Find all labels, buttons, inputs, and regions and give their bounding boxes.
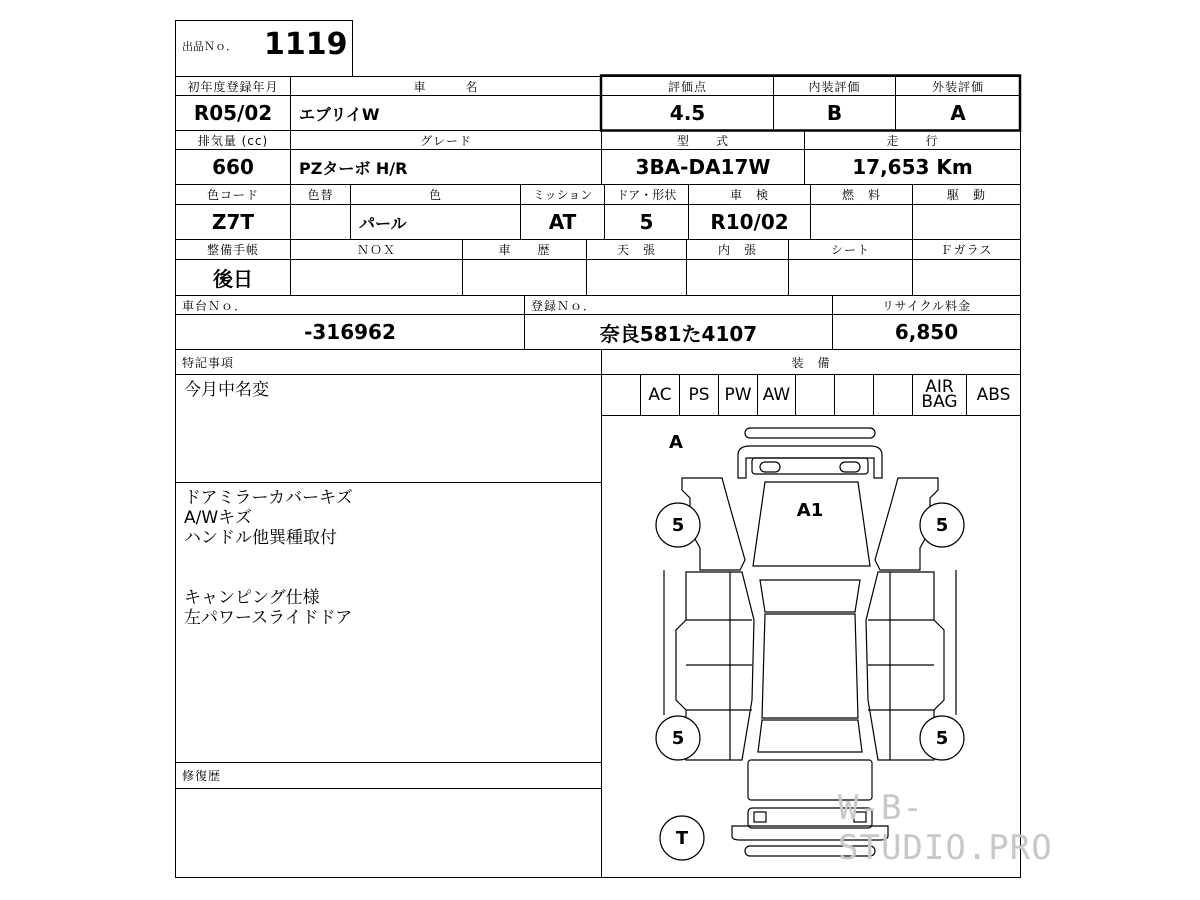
front-glass-label: Ｆガラス: [940, 243, 993, 257]
roof: [762, 614, 858, 718]
lot-number-value: 1119: [264, 27, 348, 62]
inner-panel-label: 内 張: [717, 243, 757, 257]
displacement-label: 排気量 (cc): [197, 133, 269, 148]
tire-front-right: 5: [935, 514, 949, 536]
registration-number-value: 奈良581た4107: [599, 321, 758, 346]
repair-history-label: 修復歴: [182, 769, 222, 783]
rear-glass: [758, 720, 862, 752]
tire-rear-right: 5: [935, 727, 949, 749]
color-change-value: [291, 205, 350, 239]
fuel-label: 燃 料: [841, 188, 881, 202]
equipment-item-blank-4: [874, 375, 912, 415]
special-notes-label: 特記事項: [182, 355, 235, 370]
interior-rating-label: 内装評価: [808, 79, 861, 94]
doors-label: ドア・形状: [616, 188, 677, 202]
equipment-item-airbag: AIR BAG: [921, 377, 958, 412]
headliner-label: 天 張: [616, 243, 656, 257]
front-bumper: [738, 446, 882, 478]
special-notes-text-1: 今月中名変: [184, 380, 269, 400]
score-value: 4.5: [669, 101, 706, 125]
color-code-value: Z7T: [211, 210, 255, 234]
score-label: 評価点: [667, 79, 707, 94]
tire-front-left: 5: [671, 514, 685, 536]
grade-label: グレード: [419, 133, 472, 148]
inspection-value: R10/02: [710, 210, 789, 234]
maintenance-record-value: 後日: [213, 267, 253, 291]
equipment-item-blank-3: [835, 375, 873, 415]
windshield: [760, 580, 860, 612]
hood: [753, 482, 870, 566]
inspection-label: 車 検: [729, 188, 769, 202]
equipment-item-blank: [602, 375, 640, 415]
tire-rear-left: 5: [671, 727, 685, 749]
color-value: パール: [359, 213, 407, 233]
drive-value: [913, 205, 1020, 239]
fuel-value: [811, 205, 912, 239]
equipment-item-abs: ABS: [976, 384, 1011, 405]
equipment-item-ps: PS: [688, 384, 710, 405]
seat-label: シート: [830, 243, 870, 257]
car-name-value: エブリイW: [299, 104, 380, 124]
maintenance-record-label: 整備手帳: [206, 243, 259, 257]
interior-rating-value: B: [826, 101, 843, 125]
lot-number-label: 出品Ｎｏ．: [182, 40, 237, 53]
mileage-label: 走 行: [886, 133, 939, 148]
model-value: 3BA-DA17W: [635, 155, 771, 179]
first-registration-value: R05/02: [193, 101, 273, 125]
equipment-item-blank-2: [796, 375, 834, 415]
color-label: 色: [428, 188, 442, 202]
grade-value: PZターボ H/R: [299, 158, 408, 178]
recycle-fee-value: 6,850: [894, 320, 959, 344]
transmission-label: ミッション: [532, 188, 593, 202]
car-name-label: 車 名: [413, 79, 479, 94]
front-bumper-mark: A: [669, 431, 683, 453]
front-bumper-top: [745, 428, 875, 438]
spare-tire: T: [675, 827, 689, 849]
mileage-value: 17,653 Km: [852, 155, 973, 179]
special-notes-text-2: ドアミラーカバーキズ A/Wキズ ハンドル他巽種取付 キャンピング仕様 左パワースライドドア: [184, 488, 353, 628]
color-code-label: 色コード: [206, 188, 259, 202]
chassis-number-value: -316962: [304, 320, 396, 344]
drive-label: 駆 動: [946, 188, 986, 202]
exterior-rating-label: 外装評価: [931, 79, 984, 94]
recycle-fee-label: リサイクル料金: [881, 298, 972, 313]
color-change-label: 色替: [307, 188, 334, 202]
equipment-item-pw: PW: [724, 384, 752, 405]
first-registration-label: 初年度登録年月: [187, 79, 279, 94]
model-label: 型 式: [676, 133, 729, 148]
equipment-label: 装 備: [791, 355, 831, 370]
equipment-item-aw: AW: [762, 384, 791, 405]
windshield-mark: A1: [796, 499, 824, 521]
vehicle-history-label: 車 歴: [498, 243, 551, 257]
displacement-value: 660: [212, 155, 254, 179]
nox-label: ＮＯＸ: [356, 243, 396, 257]
watermark: W-B-STUDIO.PRO: [838, 788, 1053, 868]
exterior-rating-value: A: [950, 101, 966, 125]
transmission-value: AT: [548, 210, 577, 234]
chassis-number-label: 車台Ｎｏ．: [182, 298, 248, 313]
registration-number-label: 登録Ｎｏ．: [531, 298, 597, 313]
doors-value: 5: [639, 210, 654, 234]
equipment-item-ac: AC: [648, 384, 672, 405]
